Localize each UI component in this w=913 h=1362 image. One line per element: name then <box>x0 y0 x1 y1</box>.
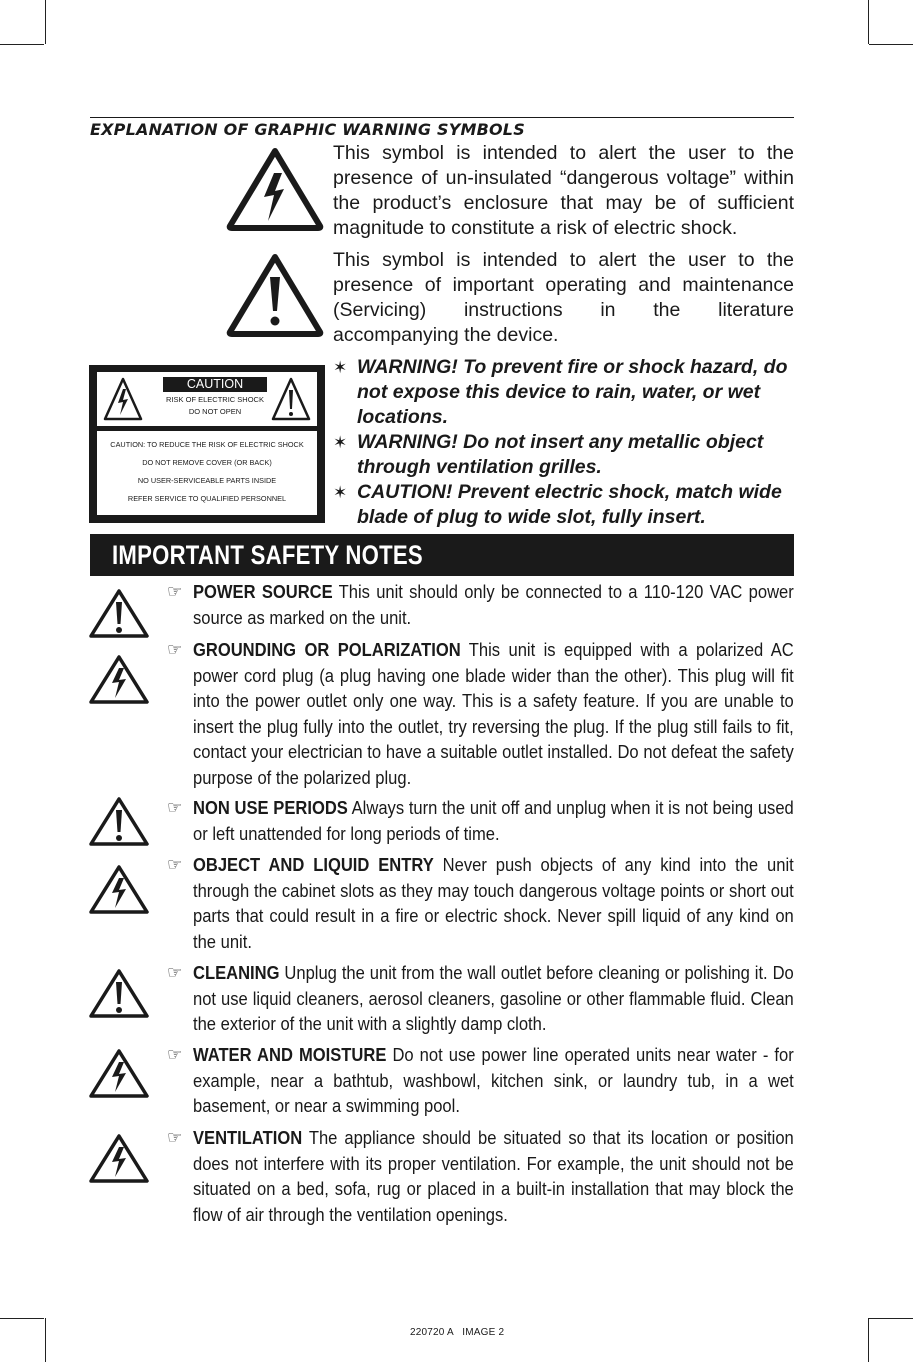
caution-line-2: DO NOT REMOVE COVER (OR BACK) <box>142 458 272 467</box>
safety-note-heading: OBJECT AND LIQUID ENTRY <box>193 855 434 875</box>
caution-title: CAUTION <box>163 377 267 392</box>
safety-note-body: This unit is equipped with a polarized AC power cord plug (a plug having one blade wider than the other). This plug will fit into the power outlet only one way. This is a safety feature. If you are unable to insert the plug fully into the outlet, try reversing the plug. If the plug still fails to fit, contact your electrician to have a suitable outlet installed. Do not defeat the safety purpose of the polarized plug. <box>193 640 794 788</box>
caution-subtitle-2: DO NOT OPEN <box>188 407 242 416</box>
safety-note <box>193 1043 794 1120</box>
lightning-triangle-icon <box>88 1133 150 1185</box>
caution-line-3: NO USER-SERVICEABLE PARTS INSIDE <box>137 476 277 485</box>
pointing-hand-icon: ☞ <box>167 855 183 874</box>
safety-note-heading: WATER AND MOISTURE <box>193 1045 387 1065</box>
exclamation-triangle-icon <box>88 796 150 848</box>
safety-note-body: Never push objects of any kind into the unit through the cabinet slots as they may touch dangerous voltage points or short out parts that could result in a fire or electric shock. Never spill liquid of any kind on the unit. <box>193 855 794 952</box>
caution-line-1: CAUTION: TO REDUCE THE RISK OF ELECTRIC SHOCK <box>110 440 304 449</box>
pointing-hand-icon: ☞ <box>167 963 183 982</box>
pointing-hand-icon: ☞ <box>167 1045 183 1064</box>
exclamation-triangle-icon <box>226 253 324 337</box>
warning-item <box>333 430 803 480</box>
pointing-hand-icon: ☞ <box>167 1128 183 1147</box>
crop-mark <box>868 1318 869 1362</box>
safety-note-body: The appliance should be situated so that its location or position does not interfere with its proper ventilation. For example, the unit should not be situated on a bed, sofa, rug or placed in a built-in installation that may block the flow of air through the ventilation openings. <box>193 1128 794 1225</box>
crop-mark <box>868 0 869 44</box>
footer-code: 220720 A IMAGE 2 <box>410 1327 505 1338</box>
safety-note <box>193 853 794 955</box>
safety-note <box>193 961 794 1038</box>
crop-mark <box>0 1318 44 1319</box>
safety-note <box>193 796 794 847</box>
lightning-triangle-icon <box>88 1048 150 1100</box>
safety-note-heading: GROUNDING OR POLARIZATION <box>193 640 461 660</box>
warning-text: WARNING! Do not insert any metallic object through ventilation grilles. <box>357 431 764 478</box>
pointing-hand-icon: ☞ <box>167 582 183 601</box>
caution-label-top <box>97 372 317 426</box>
warning-text: WARNING! To prevent fire or shock hazard, do not expose this device to rain, water, or wet locations. <box>357 356 788 428</box>
crop-mark <box>45 0 46 44</box>
crop-mark <box>0 44 44 45</box>
caution-label-bottom <box>97 431 317 515</box>
safety-note-body: Always turn the unit off and unplug when it is not being used or left unattended for long periods of time. <box>193 798 794 844</box>
lightning-triangle-icon <box>103 377 143 421</box>
safety-note <box>193 1126 794 1228</box>
crop-mark <box>45 1318 46 1362</box>
safety-note-heading: VENTILATION <box>193 1128 303 1148</box>
star-icon: ✶ <box>333 433 348 452</box>
safety-note-heading: NON USE PERIODS <box>193 798 348 818</box>
exclamation-triangle-icon <box>271 377 311 421</box>
safety-note-body: This unit should only be connected to a 110-120 VAC power source as marked on the unit. <box>193 582 794 628</box>
warning-item <box>333 355 803 430</box>
pointing-hand-icon: ☞ <box>167 640 183 659</box>
caution-subtitle-1: RISK OF ELECTRIC SHOCK <box>166 395 264 404</box>
crop-mark <box>869 44 913 45</box>
safety-note <box>193 638 794 791</box>
warning-text: CAUTION! Prevent electric shock, match wide blade of plug to wide slot, fully insert. <box>357 481 782 528</box>
lightning-triangle-icon <box>88 654 150 706</box>
safety-note <box>193 580 794 631</box>
safety-note-body: Do not use power line operated units near water - for example, near a bathtub, washbowl, kitchen sink, or laundry tub, in a wet basement, or near a swimming pool. <box>193 1045 794 1116</box>
caution-label <box>89 365 325 523</box>
lightning-triangle-icon <box>88 864 150 916</box>
pointing-hand-icon: ☞ <box>167 798 183 817</box>
crop-mark <box>869 1318 913 1319</box>
safety-note-heading: CLEANING <box>193 963 280 983</box>
safety-notes-banner <box>90 534 794 576</box>
lightning-triangle-icon <box>226 147 324 231</box>
warning-item <box>333 480 803 530</box>
voltage-symbol-description: This symbol is intended to alert the user to the presence of un-insulated “dangerous voltage” within the product’s enclosure that may be of sufficient magnitude to constitute a risk of electric shock. <box>333 142 794 239</box>
safety-note-body: Unplug the unit from the wall outlet before cleaning or polishing it. Do not use liquid cleaners, aerosol cleaners, gasoline or other flammable fluid. Clean the exterior of the unit with a slightly damp cloth. <box>193 963 794 1034</box>
safety-notes-title: IMPORTANT SAFETY NOTES <box>112 540 423 570</box>
exclamation-triangle-icon <box>88 588 150 640</box>
exclamation-triangle-icon <box>88 968 150 1020</box>
star-icon: ✶ <box>333 358 348 377</box>
safety-note-heading: POWER SOURCE <box>193 582 333 602</box>
caution-line-4: REFER SERVICE TO QUALIFIED PERSONNEL <box>127 494 287 503</box>
star-icon: ✶ <box>333 483 348 502</box>
symbols-heading: EXPLANATION OF GRAPHIC WARNING SYMBOLS <box>90 117 794 141</box>
exclamation-symbol-description: This symbol is intended to alert the user to the presence of important operating and maintenance (Servicing) instructions in the literature accompanying the device. <box>333 249 794 346</box>
